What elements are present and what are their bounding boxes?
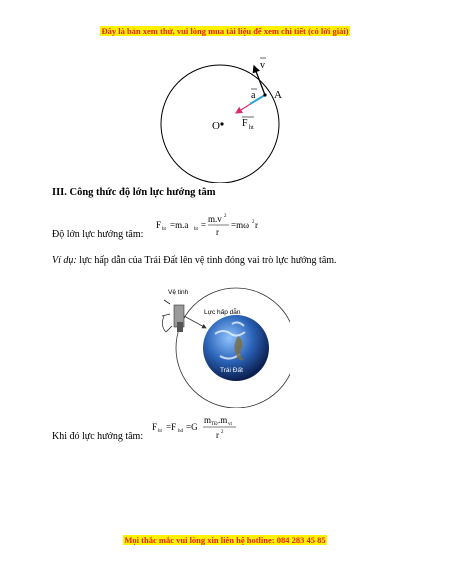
f1-a-sub: ht (194, 227, 198, 232)
example-prefix: Ví dụ: (52, 255, 77, 266)
label-F-sub: ht (249, 125, 254, 131)
f2-m2-sub: vt (228, 422, 232, 427)
f1-tail: r (255, 220, 258, 230)
label-A: A (274, 89, 282, 101)
top-banner-text: Đây là bản xem thử, vui lòng mua tài liệu để xem chi tiết (có lời giải) (101, 26, 349, 36)
label-F: F (242, 118, 248, 129)
circular-motion-diagram (150, 48, 310, 183)
f1-eq3: =mω (231, 220, 249, 230)
satellite (162, 300, 184, 332)
point-A (263, 93, 266, 96)
f2-m1-sub: TĐ (211, 422, 218, 427)
f2-Fhd-sub: hd (178, 429, 183, 434)
label-O: O (212, 120, 220, 132)
f1-omega-exp: 2 (252, 220, 255, 225)
center-point (220, 122, 223, 125)
satellite-label: Vệ tinh (168, 289, 189, 296)
satellite-orbit-illustration (160, 284, 290, 408)
f2-dot: .m (218, 415, 228, 425)
bottom-hotline-banner (0, 535, 450, 545)
gravitational-force-formula (152, 413, 252, 447)
f2-F: F (152, 422, 158, 432)
f2-eq2: =G (186, 422, 198, 432)
label-a: a (251, 90, 256, 101)
earth-label: Trái Đất (220, 367, 243, 374)
f2-F-sub: ht (158, 429, 162, 434)
force-label: Lực hấp dẫn (204, 309, 241, 316)
f1-F: F (156, 220, 162, 230)
f1-F-sub: ht (162, 227, 166, 232)
centripetal-force-formula (156, 208, 276, 240)
f2-eq1: =F (166, 422, 177, 432)
top-preview-banner (0, 26, 450, 36)
f1-num-exp: 2 (224, 214, 227, 219)
f1-denominator: r (216, 227, 219, 237)
bottom-banner-text: Mọi thắc mắc vui lòng xin liên hệ hotline: 084 283 45 85 (124, 535, 326, 545)
f2-den-exp: 2 (221, 430, 224, 435)
section-heading: III. Công thức độ lớn lực hướng tâm (52, 187, 216, 198)
f1-eq2: = (201, 220, 207, 230)
f2-denominator: r (216, 430, 219, 440)
conclusion-label: Khi đó lực hướng tâm: (52, 431, 144, 442)
magnitude-label: Độ lớn lực hướng tâm: (52, 229, 144, 240)
f1-numerator: m.v (208, 214, 222, 224)
trajectory-circle (161, 65, 279, 183)
f2-numerator: m (204, 415, 212, 425)
example-text: lực hấp dẫn của Trái Đất lên vệ tinh đóng vai trò lực hướng tâm. (76, 255, 337, 266)
label-v: v (260, 60, 265, 71)
example-line (52, 255, 337, 266)
gravity-arrow (184, 316, 206, 328)
f1-eq1: =m.a (170, 220, 189, 230)
